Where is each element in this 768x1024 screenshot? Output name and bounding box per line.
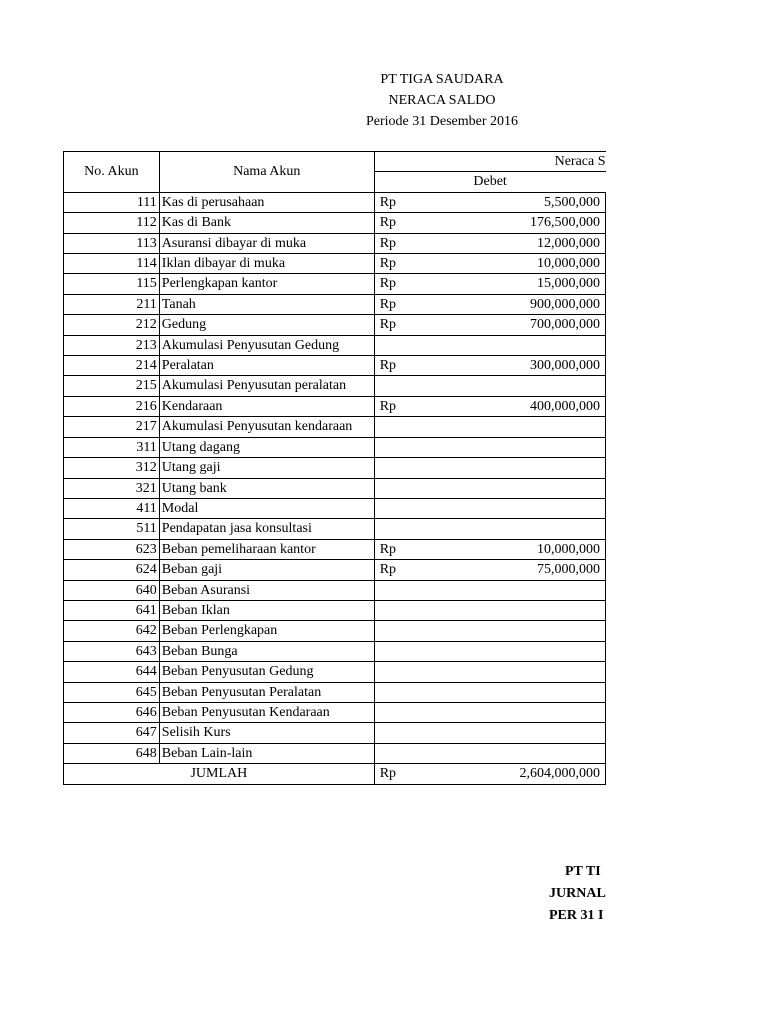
debit-amount-cell (412, 335, 605, 355)
currency-cell: Rp (374, 539, 412, 559)
currency-cell (374, 743, 412, 763)
table-body (64, 192, 606, 763)
table-row (64, 621, 606, 641)
debit-amount-cell (412, 600, 605, 620)
currency-cell (374, 335, 412, 355)
report-title: NERACA SALDO (388, 93, 496, 108)
currency-cell (374, 498, 412, 518)
account-name-cell: Selisih Kurs (159, 723, 374, 743)
debit-amount-cell (412, 580, 605, 600)
table-row (64, 213, 606, 233)
debit-amount-cell: 400,000,000 (412, 396, 605, 416)
currency-cell: Rp (374, 274, 412, 294)
account-number-cell: 113 (64, 233, 160, 253)
table-row (64, 702, 606, 722)
account-number-cell: 411 (64, 498, 160, 518)
table-row (64, 376, 606, 396)
currency-cell (374, 662, 412, 682)
account-number-cell: 211 (64, 294, 160, 314)
table-row (64, 192, 606, 212)
debit-amount-cell (412, 702, 605, 722)
table-row (64, 254, 606, 274)
currency-cell: Rp (374, 192, 412, 212)
debit-amount-cell: 15,000,000 (412, 274, 605, 294)
account-number-cell: 641 (64, 600, 160, 620)
table-row (64, 662, 606, 682)
table-row (64, 600, 606, 620)
currency-cell (374, 519, 412, 539)
table-row (64, 437, 606, 457)
account-name-cell: Utang gaji (159, 458, 374, 478)
col-header-name: Nama Akun (159, 152, 374, 193)
currency-cell (374, 600, 412, 620)
currency-cell (374, 478, 412, 498)
currency-cell: Rp (374, 560, 412, 580)
debit-amount-cell (412, 478, 605, 498)
account-name-cell: Gedung (159, 315, 374, 335)
currency-cell (374, 621, 412, 641)
currency-cell: Rp (374, 294, 412, 314)
account-number-cell: 640 (64, 580, 160, 600)
account-name-cell: Beban Penyusutan Gedung (159, 662, 374, 682)
account-name-cell: Beban Penyusutan Kendaraan (159, 702, 374, 722)
account-name-cell: Beban Perlengkapan (159, 621, 374, 641)
account-name-cell: Perlengkapan kantor (159, 274, 374, 294)
account-name-cell: Beban Bunga (159, 641, 374, 661)
debit-amount-cell (412, 376, 605, 396)
table-row (64, 417, 606, 437)
account-name-cell: Peralatan (159, 356, 374, 376)
next-section-company: PT TI (565, 864, 601, 879)
currency-cell: Rp (374, 254, 412, 274)
account-number-cell: 311 (64, 437, 160, 457)
debit-amount-cell (412, 458, 605, 478)
table-row (64, 519, 606, 539)
account-name-cell: Akumulasi Penyusutan Gedung (159, 335, 374, 355)
account-number-cell: 511 (64, 519, 160, 539)
debit-amount-cell (412, 498, 605, 518)
currency-cell (374, 458, 412, 478)
debit-amount-cell: 10,000,000 (412, 254, 605, 274)
account-name-cell: Tanah (159, 294, 374, 314)
trial-balance-table (63, 151, 606, 785)
account-number-cell: 647 (64, 723, 160, 743)
account-name-cell: Pendapatan jasa konsultasi (159, 519, 374, 539)
currency-cell (374, 641, 412, 661)
account-number-cell: 648 (64, 743, 160, 763)
account-name-cell: Beban Lain-lain (159, 743, 374, 763)
currency-cell (374, 702, 412, 722)
account-number-cell: 114 (64, 254, 160, 274)
total-amount: 2,604,000,000 (412, 764, 605, 784)
table-row (64, 458, 606, 478)
account-name-cell: Beban Iklan (159, 600, 374, 620)
currency-cell: Rp (374, 396, 412, 416)
period-subtitle: Periode 31 Desember 2016 (365, 114, 519, 129)
account-name-cell: Beban gaji (159, 560, 374, 580)
account-name-cell: Beban Asuransi (159, 580, 374, 600)
account-name-cell: Utang dagang (159, 437, 374, 457)
table-row (64, 539, 606, 559)
col-header-no: No. Akun (64, 152, 160, 193)
account-name-cell: Akumulasi Penyusutan peralatan (159, 376, 374, 396)
table-row (64, 723, 606, 743)
debit-amount-cell (412, 437, 605, 457)
account-number-cell: 216 (64, 396, 160, 416)
total-label: JUMLAH (64, 764, 375, 784)
table-row (64, 498, 606, 518)
account-number-cell: 321 (64, 478, 160, 498)
account-name-cell: Beban pemeliharaan kantor (159, 539, 374, 559)
account-name-cell: Iklan dibayar di muka (159, 254, 374, 274)
currency-cell (374, 723, 412, 743)
account-number-cell: 312 (64, 458, 160, 478)
currency-cell (374, 376, 412, 396)
table-row (64, 233, 606, 253)
col-header-debet: Debet (374, 172, 605, 192)
debit-amount-cell: 300,000,000 (412, 356, 605, 376)
account-name-cell: Utang bank (159, 478, 374, 498)
account-number-cell: 212 (64, 315, 160, 335)
account-number-cell: 643 (64, 641, 160, 661)
currency-cell (374, 580, 412, 600)
next-section-title: JURNAL (549, 886, 606, 901)
debit-amount-cell (412, 662, 605, 682)
table-row (64, 274, 606, 294)
account-name-cell: Akumulasi Penyusutan kendaraan (159, 417, 374, 437)
table-row (64, 294, 606, 314)
account-name-cell: Kendaraan (159, 396, 374, 416)
account-number-cell: 214 (64, 356, 160, 376)
debit-amount-cell: 75,000,000 (412, 560, 605, 580)
table-row (64, 356, 606, 376)
debit-amount-cell (412, 743, 605, 763)
debit-amount-cell (412, 519, 605, 539)
account-number-cell: 112 (64, 213, 160, 233)
currency-cell (374, 682, 412, 702)
total-row (64, 764, 606, 784)
currency-cell: Rp (374, 213, 412, 233)
debit-amount-cell: 5,500,000 (412, 192, 605, 212)
debit-amount-cell (412, 682, 605, 702)
col-header-group: Neraca S (374, 152, 605, 172)
account-name-cell: Modal (159, 498, 374, 518)
company-title: PT TIGA SAUDARA (380, 72, 504, 87)
table-row (64, 641, 606, 661)
debit-amount-cell: 700,000,000 (412, 315, 605, 335)
debit-amount-cell: 900,000,000 (412, 294, 605, 314)
currency-cell: Rp (374, 233, 412, 253)
currency-cell: Rp (374, 356, 412, 376)
account-number-cell: 623 (64, 539, 160, 559)
total-currency: Rp (374, 764, 412, 784)
account-number-cell: 215 (64, 376, 160, 396)
account-number-cell: 646 (64, 702, 160, 722)
next-section-period: PER 31 I (549, 908, 604, 923)
account-number-cell: 115 (64, 274, 160, 294)
table-row (64, 560, 606, 580)
table-row (64, 743, 606, 763)
debit-amount-cell: 12,000,000 (412, 233, 605, 253)
account-number-cell: 645 (64, 682, 160, 702)
table-row (64, 335, 606, 355)
table-row (64, 682, 606, 702)
account-number-cell: 624 (64, 560, 160, 580)
account-name-cell: Beban Penyusutan Peralatan (159, 682, 374, 702)
table-row (64, 580, 606, 600)
account-number-cell: 644 (64, 662, 160, 682)
account-number-cell: 217 (64, 417, 160, 437)
debit-amount-cell (412, 723, 605, 743)
debit-amount-cell: 10,000,000 (412, 539, 605, 559)
header-row-1 (64, 152, 606, 172)
table-row (64, 315, 606, 335)
currency-cell (374, 437, 412, 457)
debit-amount-cell: 176,500,000 (412, 213, 605, 233)
account-name-cell: Kas di perusahaan (159, 192, 374, 212)
currency-cell: Rp (374, 315, 412, 335)
debit-amount-cell (412, 417, 605, 437)
account-name-cell: Asuransi dibayar di muka (159, 233, 374, 253)
account-name-cell: Kas di Bank (159, 213, 374, 233)
account-number-cell: 642 (64, 621, 160, 641)
account-number-cell: 111 (64, 192, 160, 212)
account-number-cell: 213 (64, 335, 160, 355)
table-row (64, 396, 606, 416)
table-row (64, 478, 606, 498)
currency-cell (374, 417, 412, 437)
debit-amount-cell (412, 641, 605, 661)
debit-amount-cell (412, 621, 605, 641)
